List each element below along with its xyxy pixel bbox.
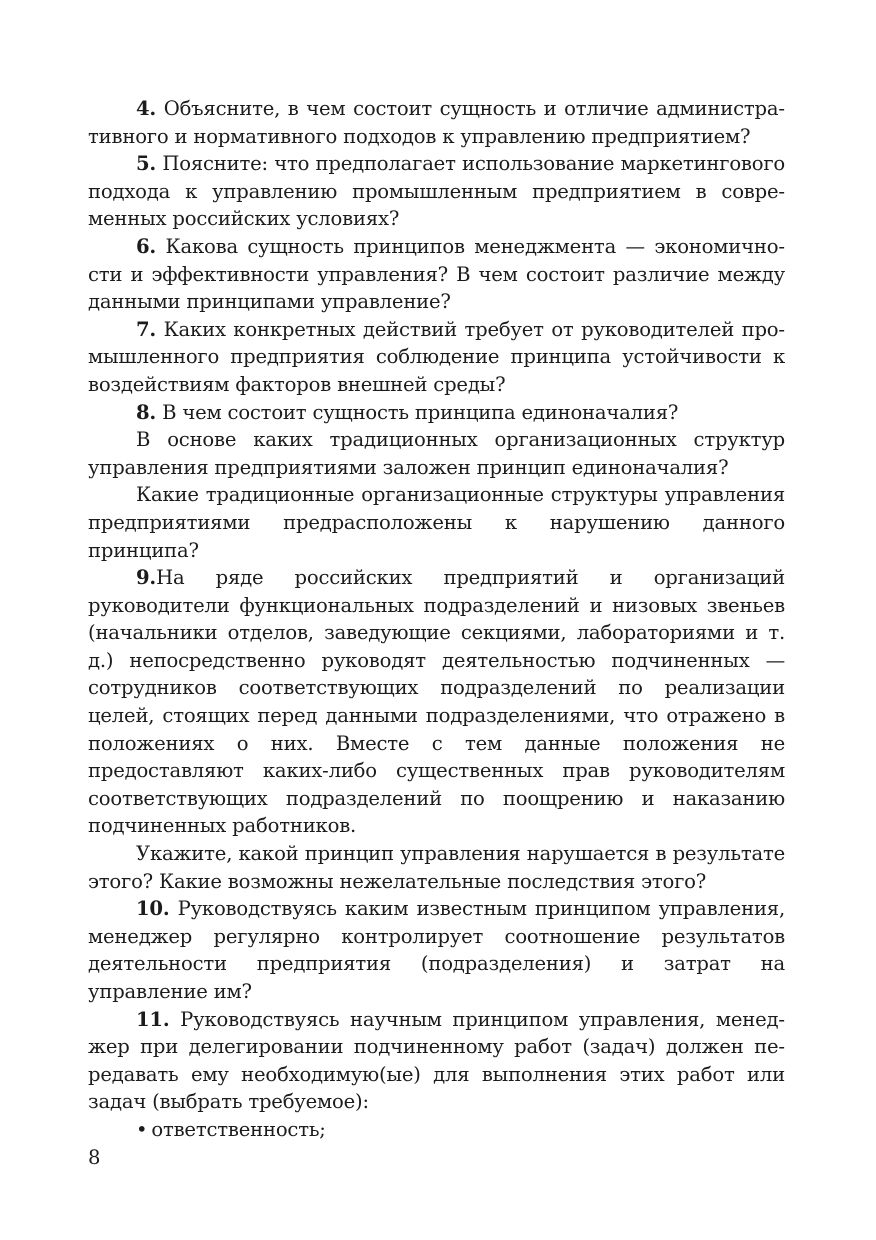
question-5 xyxy=(88,150,785,233)
question-number: 11. xyxy=(136,1007,170,1031)
question-11 xyxy=(88,1006,785,1116)
question-4 xyxy=(88,95,785,150)
question-text: Какова сущность принципов менеджмента — экономичности и эффективности управления? В чем состоит различие между данными принципами управление? xyxy=(88,234,785,314)
question-8-followup-1: В основе каких традиционных организационных структур управления предприятиями заложен принцип единоначалия? xyxy=(88,428,785,479)
question-7 xyxy=(88,316,785,399)
question-9 xyxy=(88,564,785,840)
list-item xyxy=(88,1116,785,1144)
question-10 xyxy=(88,895,785,1005)
page-number: 8 xyxy=(88,1146,101,1169)
question-8 xyxy=(88,399,785,427)
question-number: 4. xyxy=(136,97,157,120)
question-6 xyxy=(88,233,785,316)
question-number: 7. xyxy=(136,317,157,341)
question-number: 10. xyxy=(136,897,170,921)
question-text: Руководствуясь каким известным принципом управления, менеджер регулярно контролирует соотношение результатов деятельности предприятия (подразделения) и затрат на управление им? xyxy=(88,897,785,1003)
question-8-followup-2: Какие традиционные организационные структуры управления предприятиями предрасположены к нарушению данного принципа? xyxy=(88,483,785,562)
question-number: 8. xyxy=(136,400,157,424)
question-text: В чем состоит сущность принципа единоначалия? xyxy=(162,400,679,424)
question-number: 9. xyxy=(136,566,157,590)
option-text: ответственность; xyxy=(151,1117,326,1141)
question-text: Поясните: что предполагает использование маркетингового подхода к управлению промышленным предприятием в современных российских условиях? xyxy=(88,152,786,231)
question-number: 5. xyxy=(136,152,157,176)
page-body xyxy=(88,95,785,1144)
question-text: Каких конкретных действий требует от руководителей промышленного предприятия соблюдение принципа устойчивости к воздействиям факторов внешней среды? xyxy=(88,317,786,396)
question-text: Руководствуясь научным принципом управления, менеджер при делегировании подчиненному работ (задач) должен передавать ему необходимую(ые) для выполнения этих работ или задач (выбрать требуемое): xyxy=(88,1007,786,1114)
question-text: На ряде российских предприятий и организаций руководители функциональных подразделений и низовых звеньев (начальники отделов, заведующие секциями, лабораториями и т. д.) непосредственно руководят деятельностью подчиненных — сотрудников соответствующих подразделений по реализации целей, стоящих перед данными подразделениями, что отражено в положениях о них. Вместе с тем данные положения не предоставляют каких-либо существенных прав руководителям соответствующих подразделений по поощрению и наказанию подчиненных работников. xyxy=(88,566,785,838)
question-text: Объясните, в чем состоит сущность и отличие административного и нормативного подходов к управлению предприятием? xyxy=(88,97,785,148)
question-number: 6. xyxy=(136,234,157,258)
question-9-followup-1: Укажите, какой принцип управления нарушается в результате этого? Какие возможны нежелательные последствия этого? xyxy=(88,842,785,893)
answer-options xyxy=(88,1116,785,1144)
bullet-icon: • xyxy=(136,1117,148,1141)
